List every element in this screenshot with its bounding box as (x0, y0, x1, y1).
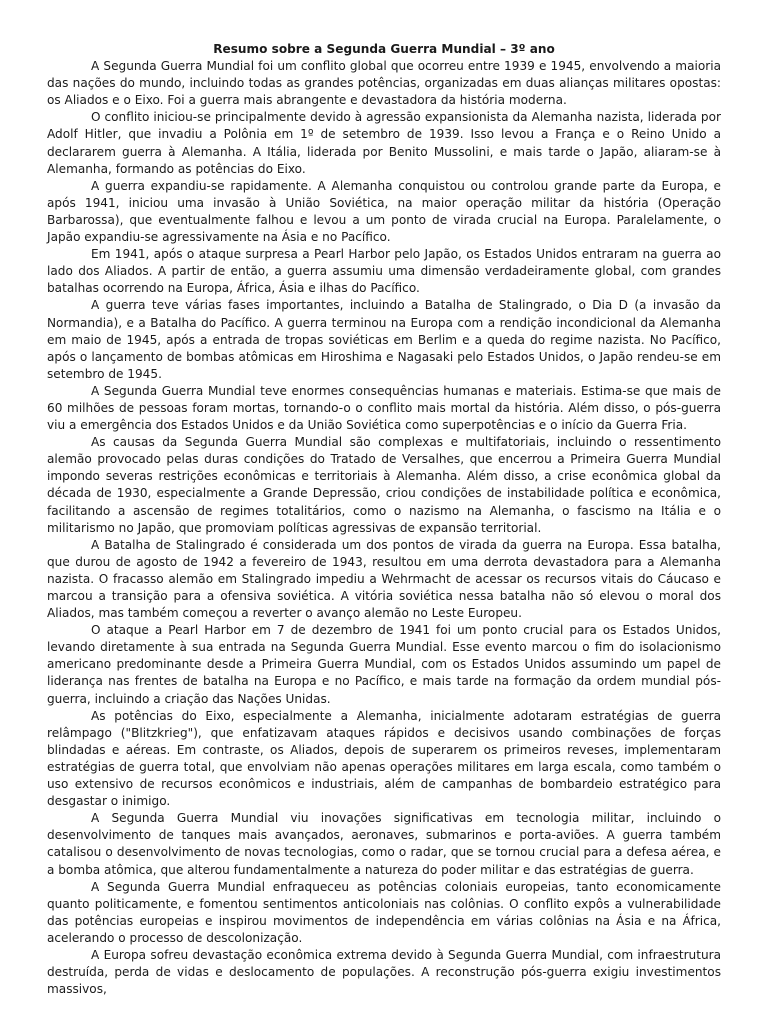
paragraph-expansion: A guerra expandiu-se rapidamente. A Alemanha conquistou ou controlou grande parte da Europa, e após 1941, iniciou uma invasão à União Soviética, na maior operação militar da história (Operação Barbarossa), que eventualmente falhou e levou a um ponto de virada crucial na Europa. Paralelamente, o Japão expandiu-se agressivamente na Ásia e no Pacífico. (47, 178, 721, 245)
paragraph-phases: A guerra teve várias fases importantes, incluindo a Batalha de Stalingrado, o Dia D (a invasão da Normandia), e a Batalha do Pacífico. A guerra terminou na Europa com a rendição incondicional da Alemanha em maio de 1945, após a entrada de tropas soviéticas em Berlim e a queda do regime nazista. No Pacífico, após o lançamento de bombas atômicas em Hiroshima e Nagasaki pelo Estados Unidos, o Japão rendeu-se em setembro de 1945. (47, 298, 721, 381)
paragraph-pearl-harbor: O ataque a Pearl Harbor em 7 de dezembro de 1941 foi um ponto crucial para os Estados Unidos, levando diretamente à sua entrada na Segunda Guerra Mundial. Esse evento marcou o fim do isolacionismo americano predominante desde a Primeira Guerra Mundial, com os Estados Unidos assumindo um papel de liderança nas frentes de batalha na Europa e no Pacífico, e mais tarde na formação da ordem mundial pós-guerra, incluindo a criação das Nações Unidas. (47, 623, 721, 706)
paragraph-stalingrad: A Batalha de Stalingrado é considerada um dos pontos de virada da guerra na Europa. Essa batalha, que durou de agosto de 1942 a fevereiro de 1943, resultou em uma derrota devastadora para a Alemanha nazista. O fracasso alemão em Stalingrado impediu a Wehrmacht de acessar os recursos vitais do Cáucaso e marcou a transição para a ofensiva soviética. A vitória soviética nessa batalha não só elevou o moral dos Aliados, mas também começou a reverter o avanço alemão no Leste Europeu. (47, 537, 721, 621)
paragraph-decolonization: A Segunda Guerra Mundial enfraqueceu as potências coloniais europeias, tanto economicamente quanto politicamente, e fomentou sentimentos anticoloniais nas colônias. O conflito expôs a vulnerabilidade das potências europeias e inspirou movimentos de independência em várias colônias na Ásia e na África, acelerando o processo de descolonização. (47, 879, 721, 945)
paragraph-consequences: A Segunda Guerra Mundial teve enormes consequências humanas e materiais. Estima-se que mais de 60 milhões de pessoas foram mortas, tornando-o o conflito mais mortal da história. Além disso, o pós-guerra viu a emergência dos Estados Unidos e da União Soviética como superpotências e o início da Guerra Fria. (47, 383, 721, 433)
paragraph-intro: A Segunda Guerra Mundial foi um conflito global que ocorreu entre 1939 e 1945, envolvendo a maioria das nações do mundo, incluindo todas as grandes potências, organizadas em duas alianças militares opostas: os Aliados e o Eixo. Foi a guerra mais abrangente e devastadora da história moderna. (47, 59, 721, 108)
document-page (47, 41, 721, 998)
paragraph-origins: O conflito iniciou-se principalmente devido à agressão expansionista da Alemanha nazista, liderada por Adolf Hitler, que invadiu a Polônia em 1º de setembro de 1939. Isso levou a França e o Reino Unido a declararem guerra à Alemanha. A Itália, liderada por Benito Mussolini, e mais tarde o Japão, aliaram-se à Alemanha, formando as potências do Eixo. (47, 110, 721, 176)
paragraph-pearl-harbor-entry: Em 1941, após o ataque surpresa a Pearl Harbor pelo Japão, os Estados Unidos entraram na guerra ao lado dos Aliados. A partir de então, a guerra assumiu uma dimensão verdadeiramente global, com grandes batalhas ocorrendo na Europa, África, Ásia e ilhas do Pacífico. (47, 247, 721, 296)
document-title: Resumo sobre a Segunda Guerra Mundial – 3º ano (213, 42, 555, 56)
paragraph-reconstruction: A Europa sofreu devastação econômica extrema devido à Segunda Guerra Mundial, com infraestrutura destruída, perda de vidas e deslocamento de populações. A reconstrução pós-guerra exigiu investimentos massivos, (47, 947, 721, 997)
paragraph-causes: As causas da Segunda Guerra Mundial são complexas e multifatoriais, incluindo o ressentimento alemão provocado pelas duras condições do Tratado de Versalhes, que encerrou a Primeira Guerra Mundial impondo severas restrições econômicas e territoriais à Alemanha. Além disso, a crise econômica global da década de 1930, especialmente a Grande Depressão, criou condições de instabilidade política e econômica, facilitando a ascensão de regimes totalitários, como o nazismo na Alemanha, o fascismo na Itália e o militarismo no Japão, que promoviam políticas agressivas de expansão territorial. (47, 435, 721, 535)
paragraph-strategies: As potências do Eixo, especialmente a Alemanha, inicialmente adotaram estratégias de guerra relâmpago ("Blitzkrieg"), que enfatizavam ataques rápidos e decisivos usando combinações de forças blindadas e aéreas. Em contraste, os Aliados, depois de superarem os primeiros reveses, implementaram estratégias de guerra total, que envolviam não apenas operações militares em larga escala, como também o uso extensivo de recursos econômicos e industriais, além de campanhas de bombardeio estratégico para desgastar o inimigo. (47, 708, 721, 809)
paragraph-technology: A Segunda Guerra Mundial viu inovações significativas em tecnologia militar, incluindo o desenvolvimento de tanques mais avançados, aeronaves, submarinos e porta-aviões. A guerra também catalisou o desenvolvimento de novas tecnologias, como o radar, que se tornou crucial para a defesa aérea, e a bomba atômica, que alterou fundamentalmente a natureza do poder militar e das estratégias de guerra. (47, 811, 721, 877)
